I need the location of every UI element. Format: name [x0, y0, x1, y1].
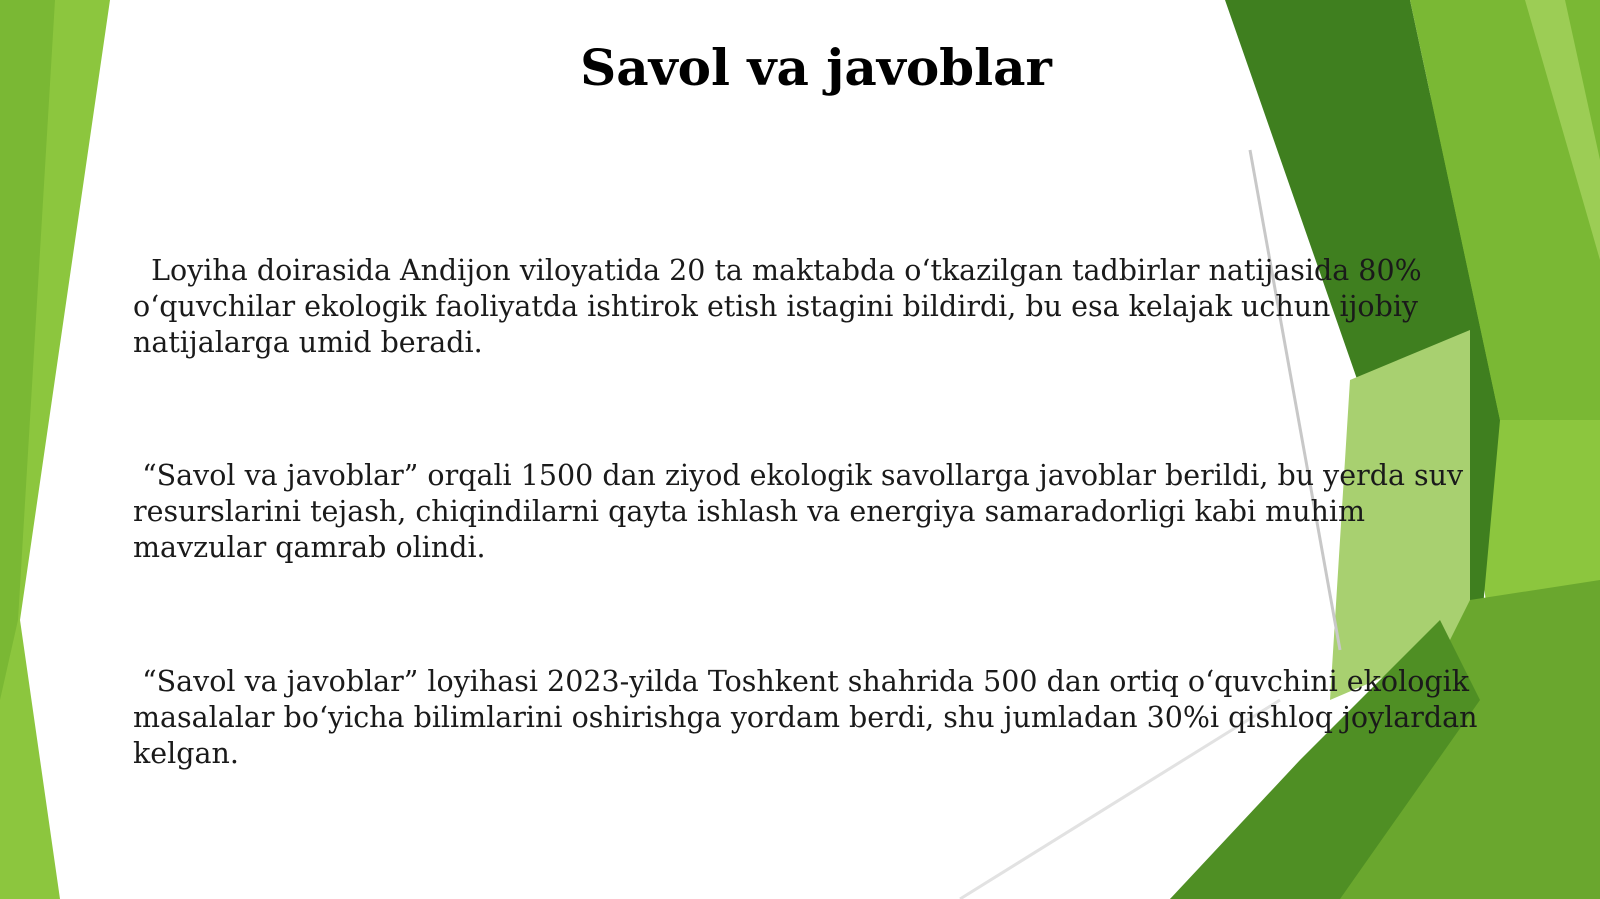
- paragraph-tashkent: “Savol va javoblar” loyihasi 2023-yilda Toshkent shahrida 500 dan ortiq o‘quvchini ekologik masalalar bo‘yicha bilimlarini oshirishga yordam berdi, shu jumladan 30%i qishloq joylardan kelgan.: [133, 665, 1487, 770]
- paragraph-questions-answered: “Savol va javoblar” orqali 1500 dan ziyod ekologik savollarga javoblar berildi, bu yerda suv resurslarini tejash, chiqindilarni qayta ishlash va energiya samaradorligi kabi muhim mavzular qamrab olindi.: [133, 459, 1473, 564]
- paragraph-andijon: Loyiha doirasida Andijon viloyatida 20 ta maktabda o‘tkazilgan tadbirlar natijasida 80% o‘quvchilar ekologik faoliyatda ishtirok etish istagini bildirdi, bu esa kelajak uchun ijobiy natijalarga umid beradi.: [133, 254, 1431, 359]
- slide-title: Savol va javoblar: [580, 38, 1052, 97]
